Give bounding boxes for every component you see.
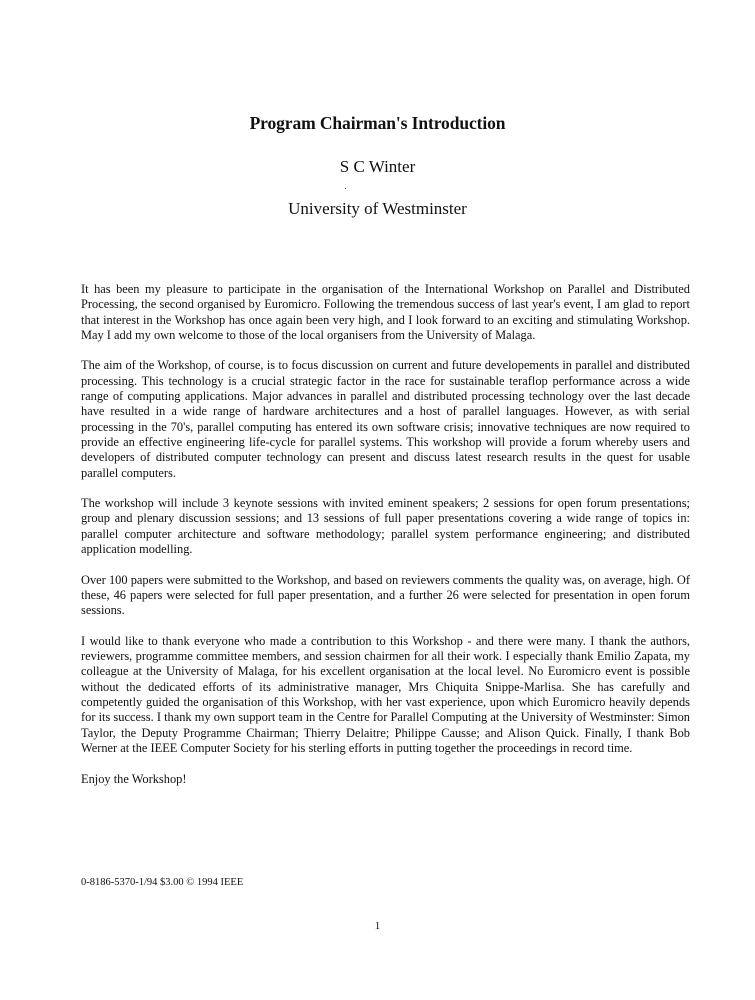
paragraph-acknowledgements: I would like to thank everyone who made a contribution to this Workshop - and there were many. I thank the authors, reviewers, programme committee members, and session chairmen for all their work. I especially thank Emilio Zapata, my colleague at the University of Malaga, for his excellent organisation at the local level. No Euromicro event is possible without the dedicated efforts of its administrative manager, Mrs Chiquita Snippe-Marlisa. She has carefully and competently guided the organisation of this Workshop, with her vast experience, upon which Euromicro heavily depends for its success. I thank my own support team in the Centre for Parallel Computing at the University of Westminster: Simon Taylor, the Deputy Programme Chairman; Thierry Delaitre; Philippe Causse; and Alison Quick. Finally, I thank Bob Werner at the IEEE Computer Society for his sterling efforts in putting together the proceedings in record time. xyxy=(81,633,690,755)
scan-speck xyxy=(345,188,346,189)
copyright-footer: 0-8186-5370-1/94 $3.00 © 1994 IEEE xyxy=(81,877,244,888)
paragraph-submissions: Over 100 papers were submitted to the Workshop, and based on reviewers comments the quality was, on average, high. Of these, 46 papers were selected for full paper presentation, and a further 26 were selected for presentation in open forum sessions. xyxy=(81,572,690,618)
paragraph-program: The workshop will include 3 keynote sessions with invited eminent speakers; 2 sessions for open forum presentations; group and plenary discussion sessions; and 13 sessions of full paper presentations covering a wide range of topics in: parallel computer architecture and software methodology; parallel system performance engineering; and distributed application modelling. xyxy=(81,496,690,557)
paragraph-aim: The aim of the Workshop, of course, is to focus discussion on current and future developements in parallel and distributed processing. This technology is a crucial strategic factor in the race for sustainable teraflop performance across a wide range of computing applications. Major advances in parallel and distributed processing technology over the last decade have resulted in a wide range of hardware architectures and a host of parallel languages. However, as with serial processing in the 70's, parallel computing has entered its own software crisis; innovative techniques are now required to provide an effective engineering life-cycle for parallel systems. This workshop will provide a forum whereby users and developers of distributed computer technology can present and discuss latest research results in the quest for usable parallel computers. xyxy=(81,358,690,480)
paragraph-closing: Enjoy the Workshop! xyxy=(81,771,187,786)
body-text xyxy=(81,282,690,802)
page-number: 1 xyxy=(374,920,381,932)
author-name: S C Winter xyxy=(339,157,416,176)
paragraph-welcome: It has been my pleasure to participate in the organisation of the International Workshop on Parallel and Distributed Processing, the second organised by Euromicro. Following the tremendous success of last year's event, I am glad to report that interest in the Workshop has once again been very high, and I look forward to an exciting and stimulating Workshop. May I add my own welcome to those of the local organisers from the University of Malaga. xyxy=(81,282,690,342)
page-title: Program Chairman's Introduction xyxy=(249,113,506,133)
author-affiliation: University of Westminster xyxy=(288,199,467,218)
